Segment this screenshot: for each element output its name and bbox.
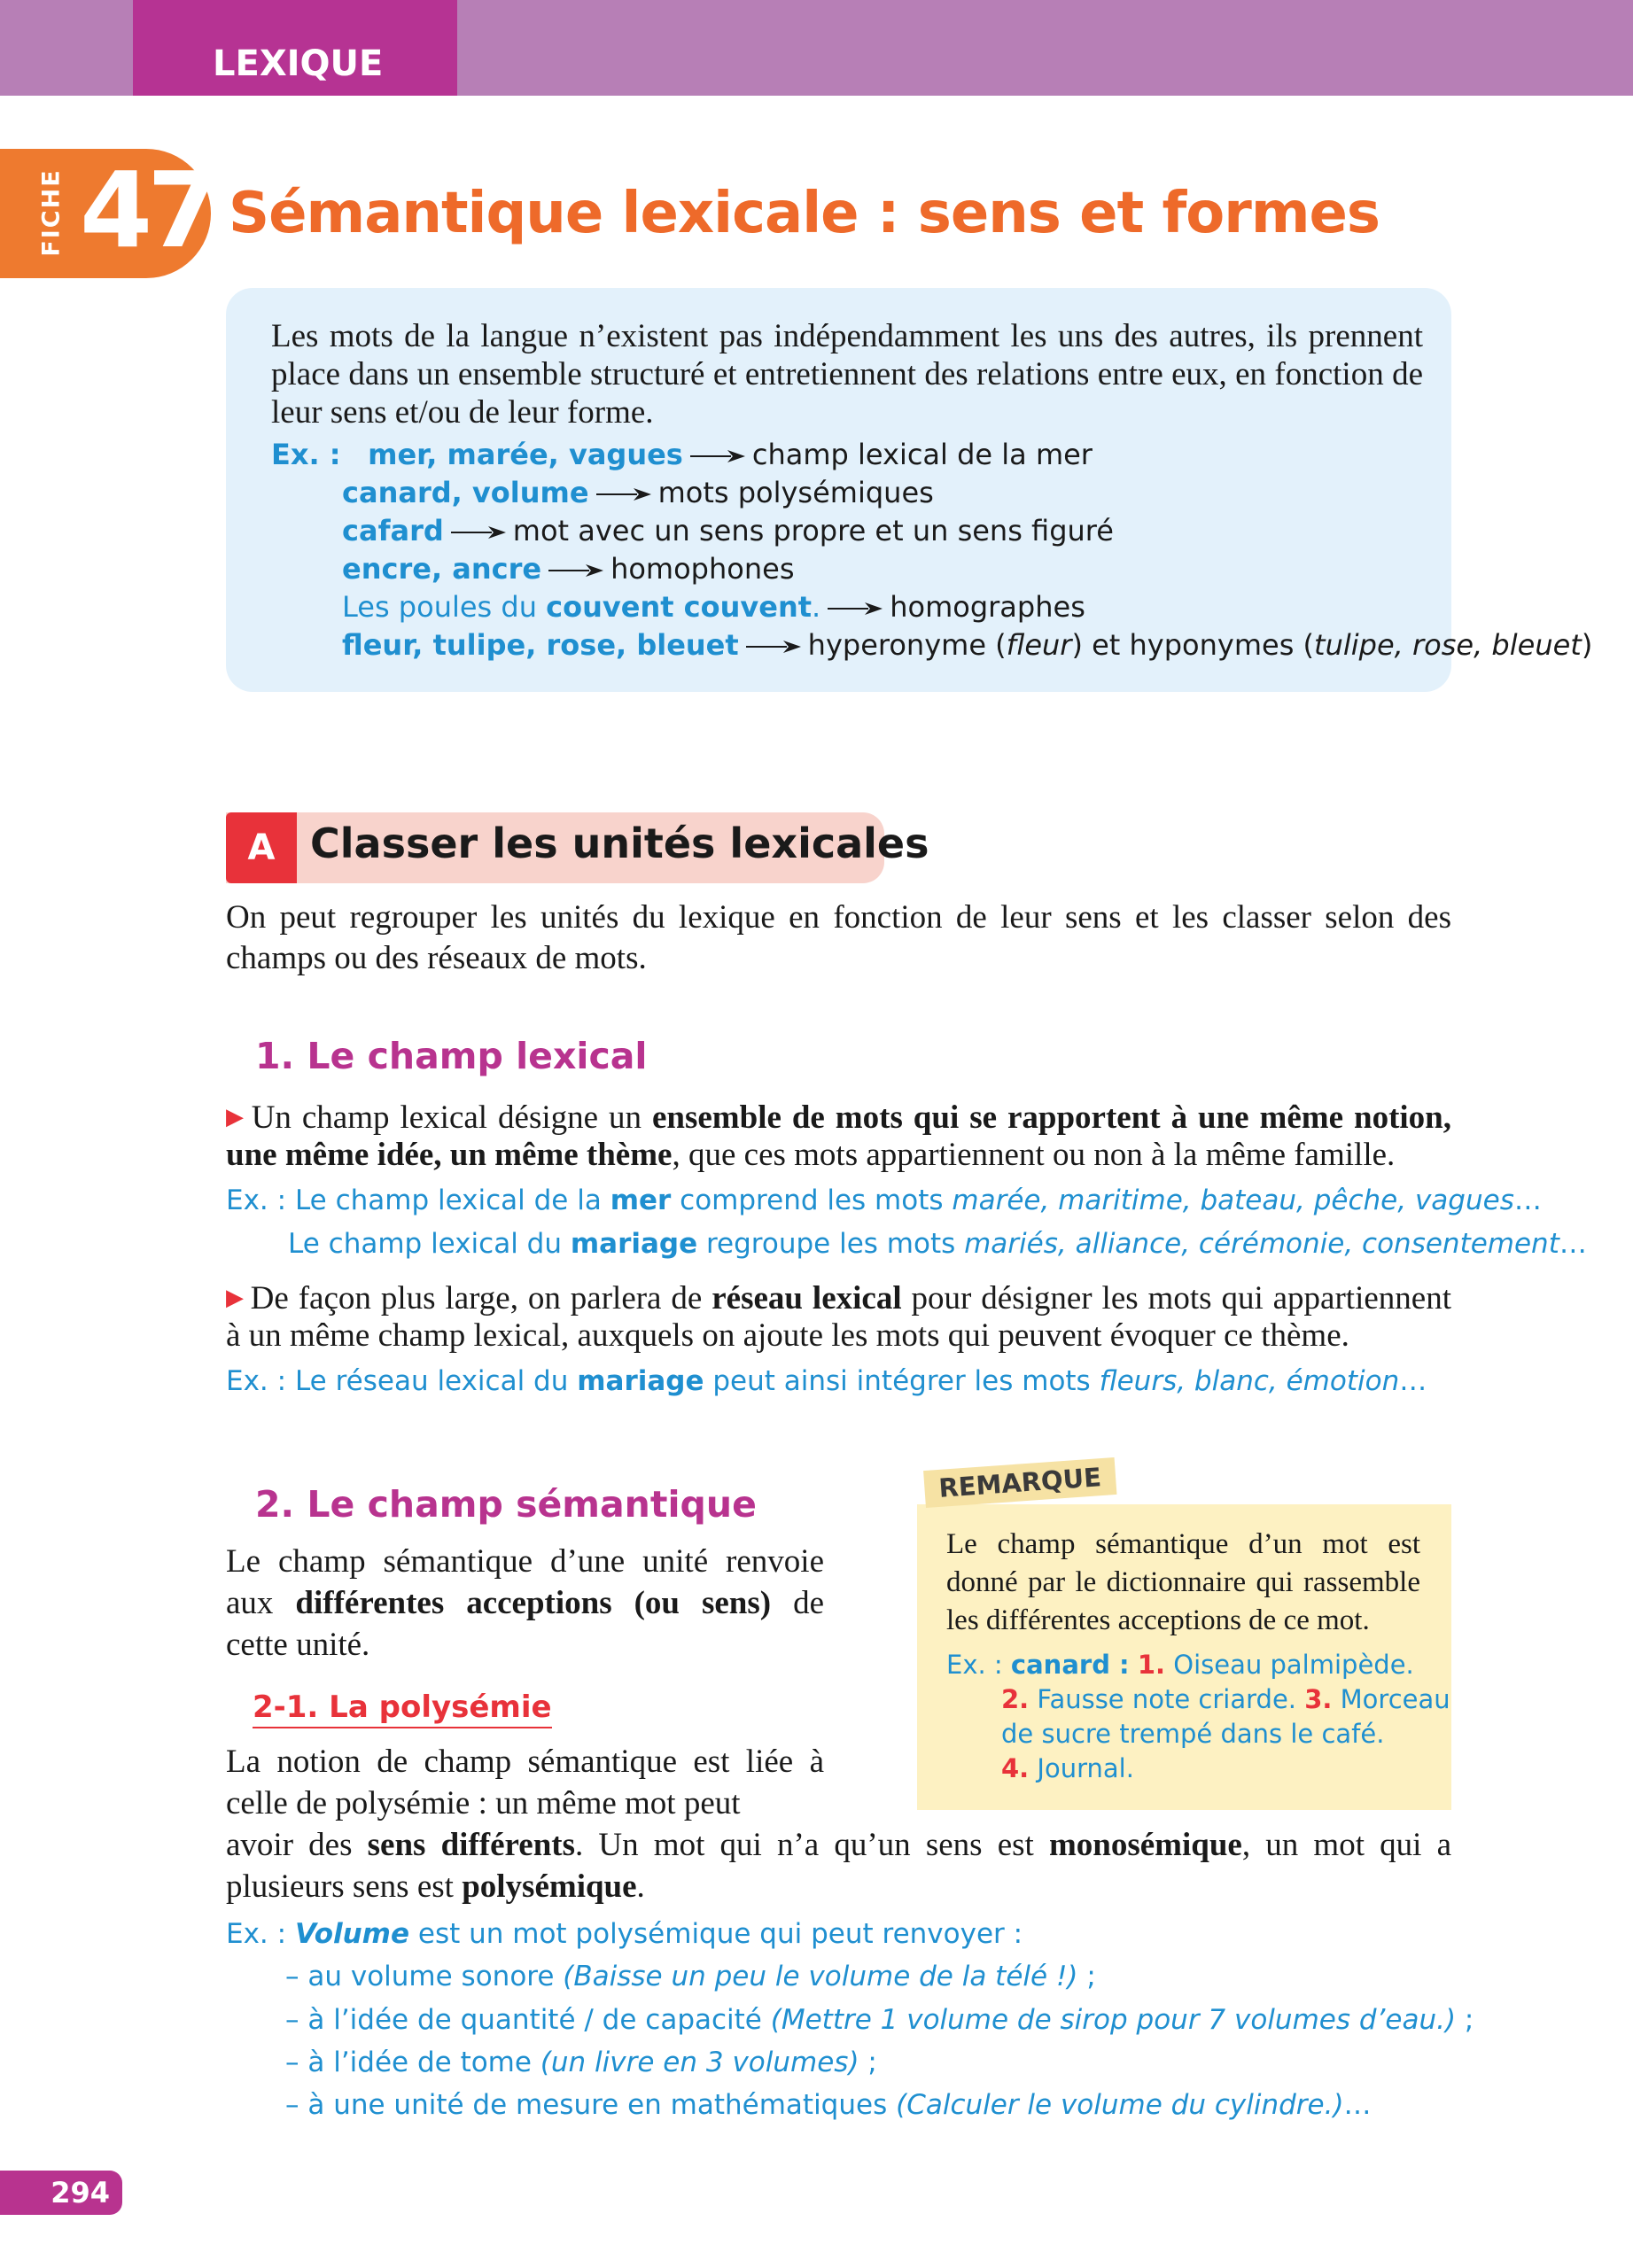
polysemie-item-1: – au volume sonore (Baisse un peu le volume de la télé !) ;	[285, 1961, 1096, 1992]
arrow-icon	[744, 631, 803, 659]
remarque-example: Ex. : canard : 1. Oiseau palmipède.	[946, 1650, 1414, 1680]
champ-lexical-example-2: Le champ lexical du mariage regroupe les mots mariés, alliance, cérémonie, consentement…	[288, 1228, 1587, 1260]
ex-result-italic: fleur	[1006, 628, 1072, 662]
intro-example-6	[342, 628, 1593, 662]
arrow-icon	[547, 555, 605, 583]
remarque-label: REMARQUE	[923, 1457, 1116, 1508]
polysemie-item-2: – à l’idée de quantité / de capacité (Mettre 1 volume de sirop pour 7 volumes d’eau.) ;	[285, 2004, 1474, 2036]
ex-words: Les poules du	[342, 590, 547, 624]
polysemie-para-top: La notion de champ sémantique est liée à celle de polysémie : un même mot peut	[226, 1744, 824, 1821]
polysemie-item-3: – à l’idée de tome (un livre en 3 volumes) ;	[285, 2047, 877, 2078]
ex-result: homographes	[890, 590, 1085, 624]
ex-words: encre, ancre	[342, 552, 542, 586]
ex-result: hyperonyme (	[807, 628, 1007, 662]
ex-result-italic: tulipe, rose, bleuet	[1314, 628, 1582, 662]
arrow-icon	[688, 440, 747, 469]
section-a-letter: A	[226, 812, 297, 883]
section-a-title: Classer les unités lexicales	[310, 819, 929, 867]
intro-example-3	[342, 514, 1114, 548]
fiche-number: 47	[80, 149, 215, 271]
polysemie-item-4: – à une unité de mesure en mathématiques (Calculer le volume du cylindre.)…	[285, 2089, 1372, 2121]
intro-example-2	[342, 478, 934, 507]
arrow-icon	[449, 517, 508, 545]
champ-lexical-title: 1. Le champ lexical	[255, 1035, 648, 1077]
ex-words: mer, marée, vagues	[368, 438, 683, 471]
intro-example-4	[342, 552, 795, 586]
champ-semantique-title: 2. Le champ sémantique	[255, 1483, 757, 1526]
section-a-intro: On peut regrouper les unités du lexique en fonction de leur sens et les classer selon des champs ou des réseaux de mots.	[226, 899, 1451, 976]
ex-words: fleur, tulipe, rose, bleuet	[342, 628, 739, 662]
ex-result: mot avec un sens propre et un sens figuré	[512, 514, 1114, 548]
remarque-text: Le champ sémantique d’un mot est donné par le dictionnaire qui rassemble les différentes acceptions de ce mot.	[946, 1528, 1420, 1636]
section-tab: LEXIQUE	[133, 0, 457, 96]
triangle-bullet-icon: ▶	[226, 1285, 245, 1311]
polysemie-para-bottom: avoir des sens différents. Un mot qui n’a qu’un sens est monosémique, un mot qui a plusieurs sens est polysémique.	[226, 1827, 1451, 1905]
fiche-label: FICHE	[37, 168, 66, 257]
intro-example-1	[271, 440, 1093, 469]
ex-words: canard, volume	[342, 476, 589, 509]
ex-result: champ lexical de la mer	[751, 438, 1093, 471]
reseau-lexical-para: ▶ De façon plus large, on parlera de réseau lexical pour désigner les mots qui appartiennent à un même champ lexical, auxquels on ajoute les mots qui peuvent évoquer ce thème.	[226, 1280, 1451, 1354]
ex-result: homophones	[610, 552, 795, 586]
arrow-icon	[826, 593, 884, 621]
ex-words: cafard	[342, 514, 444, 548]
ex-result: mots polysémiques	[657, 476, 934, 509]
ex-words-end: .	[812, 590, 821, 624]
ex-label: Ex. :	[271, 438, 341, 471]
triangle-bullet-icon: ▶	[226, 1104, 246, 1130]
polysemie-example: Ex. : Volume est un mot polysémique qui peut renvoyer :	[226, 1918, 1023, 1950]
champ-lexical-example-1: Ex. : Le champ lexical de la mer comprend les mots marée, maritime, bateau, pêche, vagues…	[226, 1184, 1542, 1216]
polysemie-title: 2-1. La polysémie	[253, 1689, 552, 1728]
ex-result: )	[1581, 628, 1593, 662]
intro-example-5	[342, 590, 1085, 624]
remarque-example-line-2: 2. Fausse note criarde. 3. Morceau	[1001, 1684, 1450, 1714]
ex-words-bold: couvent couvent	[546, 590, 813, 624]
champ-lexical-para: ▶ Un champ lexical désigne un ensemble de mots qui se rapportent à une même notion, une même idée, un même thème, que ces mots appartiennent ou non à la même famille.	[226, 1099, 1451, 1173]
intro-text: Les mots de la langue n’existent pas indépendamment les uns des autres, ils prennent place dans un ensemble structuré et entretiennent des relations entre eux, en fonction de leur sens et/ou de leur forme.	[271, 318, 1423, 431]
remarque-example-line-4: 4. Journal.	[1001, 1753, 1134, 1783]
champ-semantique-para: Le champ sémantique d’une unité renvoie aux différentes acceptions (ou sens) de cette unité.	[226, 1543, 824, 1663]
remarque-example-line-3: de sucre trempé dans le café.	[1001, 1719, 1385, 1749]
reseau-lexical-example: Ex. : Le réseau lexical du mariage peut ainsi intégrer les mots fleurs, blanc, émotion…	[226, 1365, 1427, 1397]
arrow-icon	[595, 478, 653, 507]
page-title: Sémantique lexicale : sens et formes	[229, 181, 1380, 246]
page-number: 294	[0, 2171, 122, 2215]
ex-result: ) et hyponymes (	[1071, 628, 1315, 662]
